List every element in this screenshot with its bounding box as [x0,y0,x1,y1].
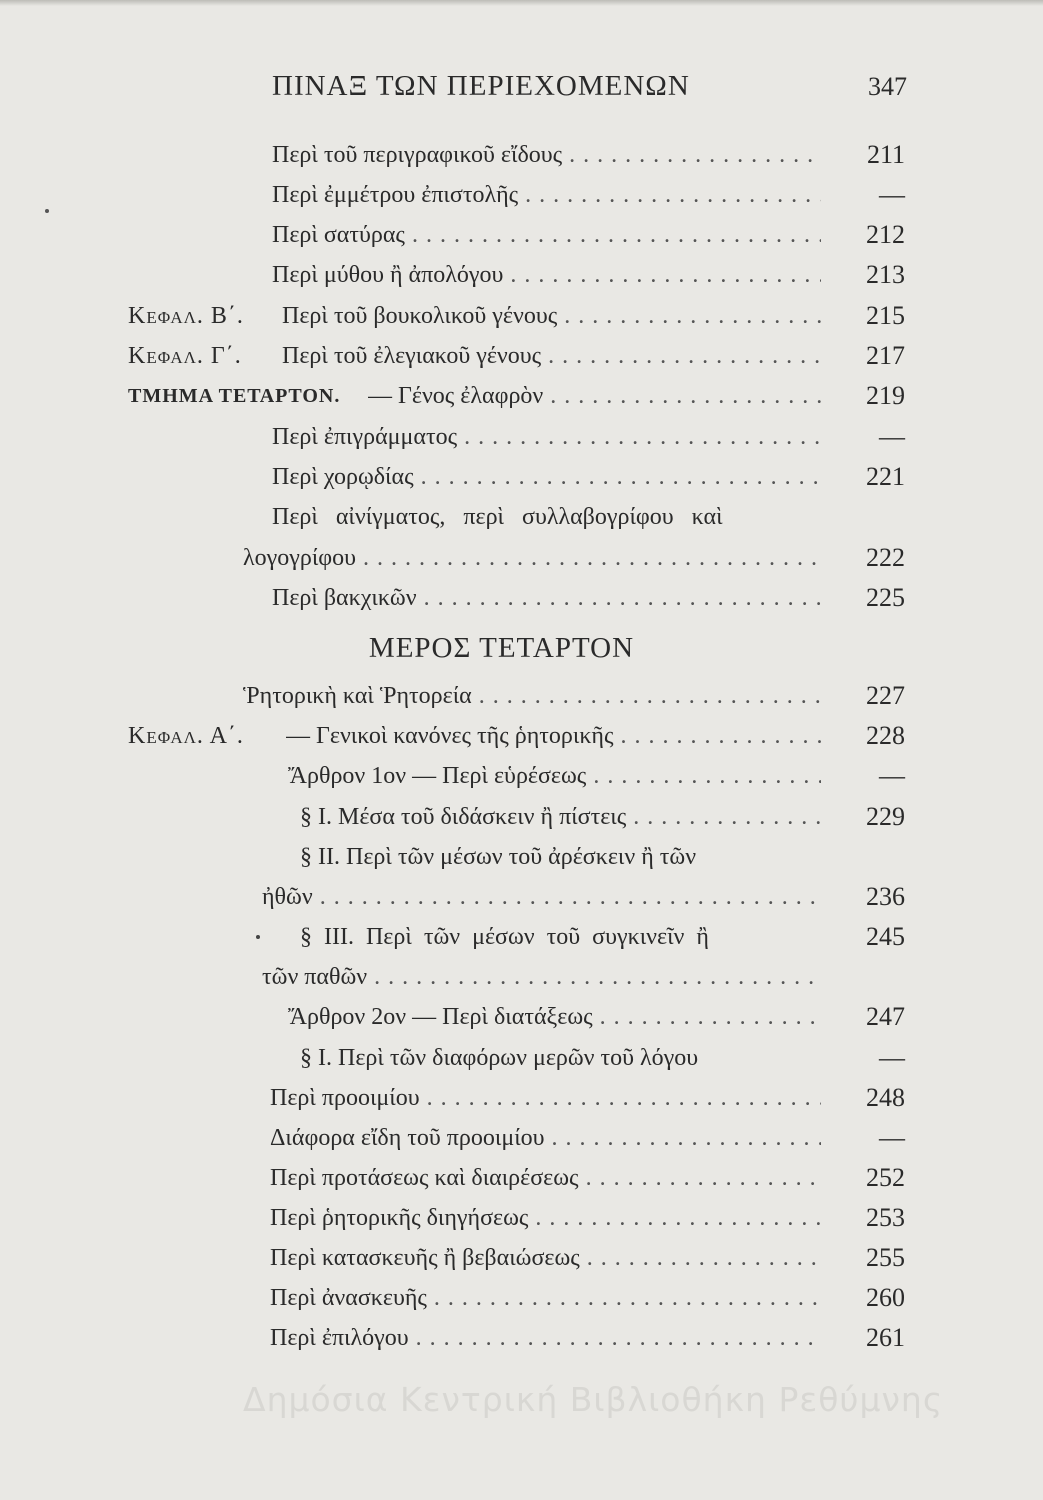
toc-entry-label: § I. Μέσα τοῦ διδάσκειν ἢ πίστεις . . . [300,798,821,836]
toc-entry-page: 212 [866,220,905,249]
toc-entry-label: Περὶ χορῳδίας . . . [272,458,821,496]
chapter-prefix: Κεφαλ. Γ΄. [128,343,242,369]
toc-entry-label: Περὶ μύθου ἢ ἀπολόγου . . . [272,256,821,294]
toc-entry-label: — Γένος ἐλαφρὸν . . . [368,377,821,415]
toc-entry-page: 245 [866,922,905,951]
toc-entry [0,1079,1043,1117]
toc-entry-page: — [879,1123,905,1152]
toc-entry [0,337,1043,375]
toc-entry-label: Περὶ ἐπιγράμματος . . . [272,418,821,456]
toc-entry [0,717,1043,755]
toc-entry-page: 213 [866,260,905,289]
toc-entry-label: Περὶ ἐπιλόγου . . . [270,1319,821,1357]
toc-entry [0,878,1043,916]
toc-entry [0,798,1043,836]
toc-entry [0,1119,1043,1157]
toc-entry-label: Περὶ ῥητορικῆς διηγήσεως . . . [270,1199,821,1237]
toc-entry-page: — [879,761,905,790]
toc-entry [0,677,1043,715]
toc-entry-label: Περὶ ἐμμέτρου ἐπιστολῆς . . . [272,176,821,214]
page-header [0,70,1043,110]
toc-entry-label: — Γενικοὶ κανόνες τῆς ῥητορικῆς . . . [286,717,821,755]
toc-entry-label: Ἄρθρον 1ον — Περὶ εὑρέσεως . . . [288,757,821,795]
page-number: 347 [868,72,907,101]
toc-entry [0,1039,1043,1077]
toc-entry [0,1279,1043,1317]
page-top-edge [0,0,1043,6]
toc-entry-page: 211 [866,140,905,169]
toc-entry [0,418,1043,456]
toc-entry [0,377,1043,415]
chapter-prefix: Κεφαλ. Β΄. [128,303,244,329]
section-prefix: ΤΜΗΜΑ ΤΕΤΑΡΤΟΝ. [128,385,341,407]
toc-entry-label: Περὶ σατύρας . . . [272,216,821,254]
toc-entry-label: τῶν παθῶν . . . [262,958,821,996]
page-title: ΠΙΝΑΞ ΤΩΝ ΠΕΡΙΕΧΟΜΕΝΩΝ [272,70,690,102]
toc-entry-label: Περὶ βακχικῶν . . . [272,579,821,617]
toc-entry [0,838,1043,876]
toc-entry-page: 225 [866,583,905,612]
toc-entry [0,136,1043,174]
toc-entry [0,998,1043,1036]
chapter-prefix: Κεφαλ. Α΄. [128,723,244,749]
toc-entry-page: 261 [866,1323,905,1352]
toc-entry-page: 227 [866,681,905,710]
toc-entry-label: § I. Περὶ τῶν διαφόρων μερῶν τοῦ λόγου [300,1045,699,1071]
toc-entry-label: Ἄρθρον 2ον — Περὶ διατάξεως . . . [288,998,821,1036]
toc-entry-page: 236 [866,882,905,911]
toc-entry-page: 253 [866,1203,905,1232]
ink-speck [45,209,49,213]
toc-entry-label: Διάφορα εἴδη τοῦ προοιμίου . . . [270,1119,821,1157]
toc-entry-page: 252 [866,1163,905,1192]
toc-entry-page: 247 [866,1002,905,1031]
toc-entry-page: 217 [866,341,905,370]
toc-entry-label: Περὶ τοῦ περιγραφικοῦ εἴδους . . . [272,136,821,174]
toc-entry [0,176,1043,214]
toc-entry [0,918,1043,956]
toc-entry [0,539,1043,577]
toc-entry [0,1319,1043,1357]
toc-entry-label: Περὶ κατασκευῆς ἢ βεβαιώσεως . . . [270,1239,821,1277]
toc-entry-label: λογογρίφου . . . [243,539,821,577]
toc-entry [0,1199,1043,1237]
toc-entry-label: § II. Περὶ τῶν μέσων τοῦ ἀρέσκειν ἢ τῶν [300,844,697,870]
section-heading: ΜΕΡΟΣ ΤΕΤΑΡΤΟΝ [368,632,635,664]
toc-entry-page: 228 [866,721,905,750]
toc-entry-page: 255 [866,1243,905,1272]
toc-entry-label: ἠθῶν . . . [262,878,821,916]
toc-entry [0,958,1043,996]
toc-entry [0,498,1043,536]
toc-entry-label: Περὶ προοιμίου . . . [270,1079,821,1117]
toc-entry-label: Περὶ ἀνασκευῆς . . . [270,1279,821,1317]
toc-entry [0,757,1043,795]
toc-entry [0,579,1043,617]
toc-entry-page: — [879,180,905,209]
toc-entry-label: Περὶ τοῦ ἐλεγιακοῦ γένους . . . [282,337,821,375]
toc-entry [0,1159,1043,1197]
library-watermark: Δημόσια Κεντρική Βιβλιοθήκη Ρεθύμνης [243,1380,944,1419]
toc-entry-page: 222 [866,543,905,572]
toc-entry-label: Περὶ αἰνίγματος, περὶ συλλαβογρίφου καὶ [272,504,723,530]
toc-entry [0,216,1043,254]
toc-entry-page: 248 [866,1083,905,1112]
toc-entry-label: Περὶ προτάσεως καὶ διαιρέσεως . . . [270,1159,821,1197]
toc-entry-label: Περὶ τοῦ βουκολικοῦ γένους . . . [282,297,821,335]
toc-entry [0,297,1043,335]
ink-speck [256,935,260,939]
toc-entry [0,1239,1043,1277]
toc-entry [0,256,1043,294]
toc-entry-page: 260 [866,1283,905,1312]
toc-entry [0,458,1043,496]
toc-entry-page: 215 [866,301,905,330]
toc-entry-page: 219 [866,381,905,410]
toc-entry-page: 221 [866,462,905,491]
toc-entry-page: — [879,422,905,451]
toc-entry-label: Ῥητορικὴ καὶ Ῥητορεία . . . [243,677,821,715]
toc-entry-label: § III. Περὶ τῶν μέσων τοῦ συγκινεῖν ἢ [300,924,709,950]
toc-entry-page: 229 [866,802,905,831]
toc-entry-page: — [879,1043,905,1072]
